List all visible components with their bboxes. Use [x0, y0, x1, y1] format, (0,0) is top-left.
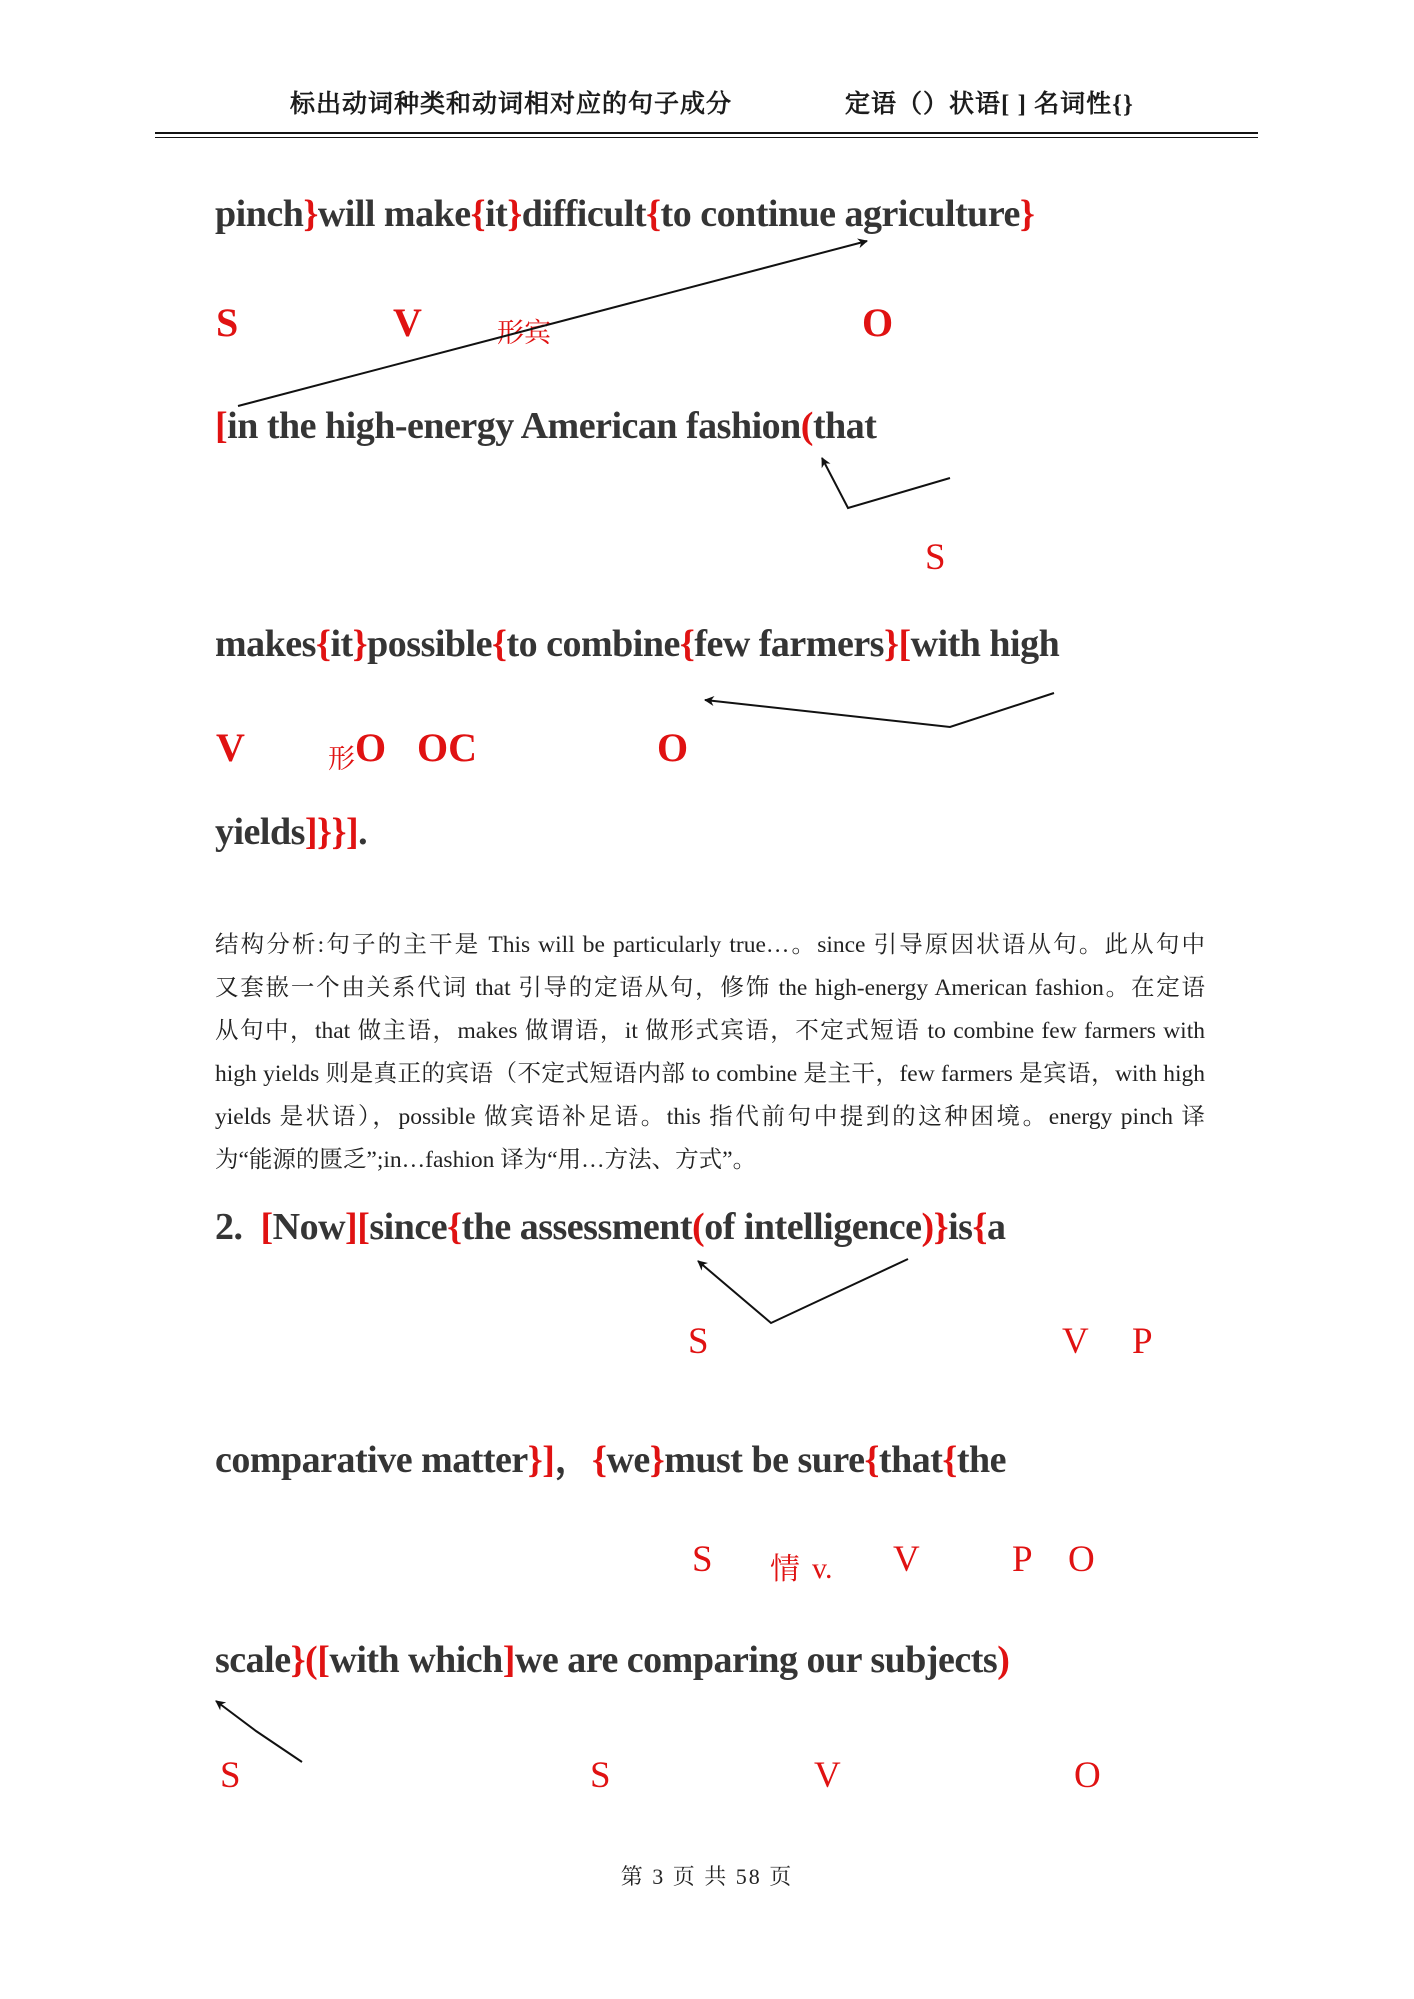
label-subject-3: S	[692, 1539, 713, 1580]
analysis-line: 为“能源的匮乏”;in…fashion 译为“用…方法、方式”。	[215, 1147, 757, 1173]
label-verb-1: V	[393, 300, 422, 345]
label-formal-marker: 形	[328, 744, 355, 774]
label-object-complement: OC	[417, 725, 477, 770]
label-verb-5: V	[814, 1755, 841, 1796]
label-verb-4: V	[893, 1539, 920, 1580]
analysis-line: high yields 则是真正的宾语（不定式短语内部 to combine 是主干，few farmers 是宾语，with high	[215, 1061, 1205, 1087]
label-object-4: O	[1068, 1539, 1095, 1580]
label-predicative-1: P	[1132, 1321, 1153, 1362]
analysis-line: 结构分析:句子的主干是 This will be particularly true…。since 引导原因状语从句。此从句中	[215, 932, 1205, 958]
arrow-s-to-scale	[216, 1701, 302, 1762]
label-relative-subject: S	[925, 537, 946, 578]
label-object-5: O	[1074, 1755, 1101, 1796]
label-modal-marker: 情	[770, 1553, 800, 1586]
sentence-line-3: makes{it}possible{to combine{few farmers}[with high	[215, 623, 1060, 665]
analysis-line: 从句中，that 做主语，makes 做谓语，it 做形式宾语，不定式短语 to combine few farmers with	[215, 1018, 1205, 1044]
label-modal-v: v.	[812, 1552, 833, 1585]
label-verb-2: V	[216, 725, 245, 770]
header-right-legend: 定语（）状语[ ] 名词性{}	[845, 91, 1134, 118]
label-formal-object-1: 形宾	[497, 318, 551, 348]
sentence-item2-line-1: 2. [Now][since{the assessment(of intelligence)}is{a	[215, 1206, 1006, 1248]
sentence-line-4: yields]}}].	[215, 811, 368, 853]
header-left-title: 标出动词种类和动词相对应的句子成分	[290, 91, 733, 118]
arrow-fashion-to-difficult	[238, 241, 867, 406]
sentence-line-2: [in the high-energy American fashion(that	[215, 405, 877, 447]
label-object-1: O	[862, 300, 894, 345]
label-subject-4: S	[220, 1755, 241, 1796]
sentence-line-1: pinch}will make{it}difficult{to continue agriculture}	[215, 193, 1035, 235]
arrow-that-to-fashion	[822, 458, 950, 508]
structure-analysis-paragraph	[215, 924, 1205, 1182]
header-rule	[155, 132, 1258, 138]
analysis-line: yields 是状语），possible 做宾语补足语。this 指代前句中提到的这种困境。energy pinch 译	[215, 1104, 1205, 1130]
arrow-s-to-assessment	[698, 1259, 908, 1323]
arrow-with-high-to-combine	[705, 693, 1054, 727]
label-verb-3: V	[1062, 1321, 1089, 1362]
sentence-item2-line-2: comparative matter}]，{we}must be sure{that{the	[215, 1439, 1007, 1481]
sentence-item2-line-3: scale}([with which]we are comparing our subjects)	[215, 1639, 1010, 1681]
label-subject-5: S	[590, 1755, 611, 1796]
label-object-3: O	[657, 725, 689, 770]
label-object-2: O	[355, 725, 387, 770]
label-predicative-2: P	[1012, 1539, 1033, 1580]
label-subject-2: S	[688, 1321, 709, 1362]
analysis-line: 又套嵌一个由关系代词 that 引导的定语从句，修饰 the high-energy American fashion。在定语	[215, 975, 1205, 1001]
page-number-footer: 第 3 页 共 58 页	[620, 1864, 794, 1889]
label-subject-1: S	[216, 300, 239, 345]
